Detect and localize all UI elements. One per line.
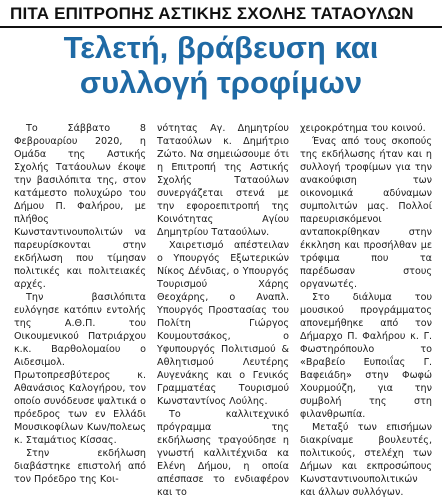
paragraph: χειροκρότημα του κοινού. — [300, 123, 426, 134]
paragraph: Στην εκδήλωση διαβάστηκε επιστολή από τον Πρόεδρο της Κοι- — [14, 448, 146, 485]
paragraph: Το Σάββατο 8 Φεβρουαρίου 2020, η Ομάδα της Αστικής Σχολής Τατάουλων έκοψε την βασιλόπιτα της, στον κατάμεστο πολυχώρο του Δήμου Π. Φαλήρου, με πλήθος Κωνσταντινουπολιτών να παρευρίσκονται στην εκδήλωση που τίμησαν πολιτικές και πολιτειακές αρχές. — [14, 123, 146, 290]
article-body — [14, 122, 432, 498]
paragraph: Χαιρετισμό απέστειλαν ο Υπουργός Εξωτερικών Νίκος Δένδιας, ο Υπουργός Τουρισμού Χάρης Θεοχάρης, ο Αναπλ. Υπουργός Προστασίας του Πολίτη Γιώργος Κουμουτσάκος, ο Υφυπουργός Πολιτισμού & Αθλητισμού Λευτέρης Αυγενάκης και ο Γενικός Γραμματέας Τουρισμού Κωνσταντίνος Λούλης. — [157, 240, 289, 407]
article-column-3 — [300, 122, 432, 498]
headline-line-1: Τελετή, βράβευση και — [63, 30, 379, 65]
paragraph: Ένας από τους σκοπούς της εκδήλωσης ήταν και η συλλογή τροφίμων για την ανακούφιση των οικονομικά αδύναμων συμπολιτών μας. Πολλοί παρευρισκόμενοι ανταποκρίθηκαν στην έκκληση και προσήλθαν με τρόφιμα που τα παρέδωσαν στους οργανωτές. — [300, 136, 432, 290]
paragraph: Την βασιλόπιτα ευλόγησε κατόπιν εντολής της Α.Θ.Π. του Οικουμενικού Πατριάρχου κ.κ. Βαρθολομαίου ο Αιδεσιμολ. Πρωτοπρεσβύτερος κ. Αθανάσιος Καλογήρου, τον οποίο συνόδευσε ψαλτικά ο πρόεδρος των εν Ελλάδι Μουσικοφίλων Κων/πολεως κ. Σταμάτιος Κίσσας. — [14, 292, 146, 446]
kicker-divider — [0, 26, 442, 28]
article-kicker: ΠΙΤΑ ΕΠΙΤΡΟΠΗΣ ΑΣΤΙΚΗΣ ΣΧΟΛΗΣ ΤΑΤΑΟΥΛΩΝ — [10, 4, 414, 23]
paragraph: νότητας Αγ. Δημητρίου Ταταούλων κ. Δημήτριο Ζώτο. Να σημειώσουμε ότι η Επιτροπή της Αστικής Σχολής Ταταούλων συνεργάζεται στενά με την εφοροεπιτροπή της Κοινότητας Αγίου Δημητρίου Ταταούλων. — [157, 123, 289, 238]
article-column-2 — [157, 122, 289, 498]
article-column-1 — [14, 122, 146, 485]
headline-line-2: συλλογή τροφίμων — [79, 65, 363, 100]
paragraph: Στο διάλυμα του μουσικού προγράμματος απονεμήθηκε από τον Δήμαρχο Π. Φαλήρου κ. Γ. Φωστηρόπουλο το «Βραβείο Ευποιΐας Γ. Βαφειάδη» στην Φωφώ Χουρμούζη, για την συμβολή της στη φιλανθρωπία. — [300, 292, 432, 420]
article-headline — [0, 30, 442, 102]
paragraph: Μεταξύ των επισήμων διακρίναμε βουλευτές, πολιτικούς, στελέχη των Δήμων και εκπροσώπους Κωνσταντινουπολιτικών και άλλων συλλόγων. — [300, 422, 432, 498]
paragraph: Το καλλιτεχνικό πρόγραμμα της εκδήλωσης τραγούδησε η γνωστή καλλιτέχνιδα κα Ελένη Δήμου, η οποία απέσπασε το ενδιαφέρον και το — [157, 409, 289, 498]
